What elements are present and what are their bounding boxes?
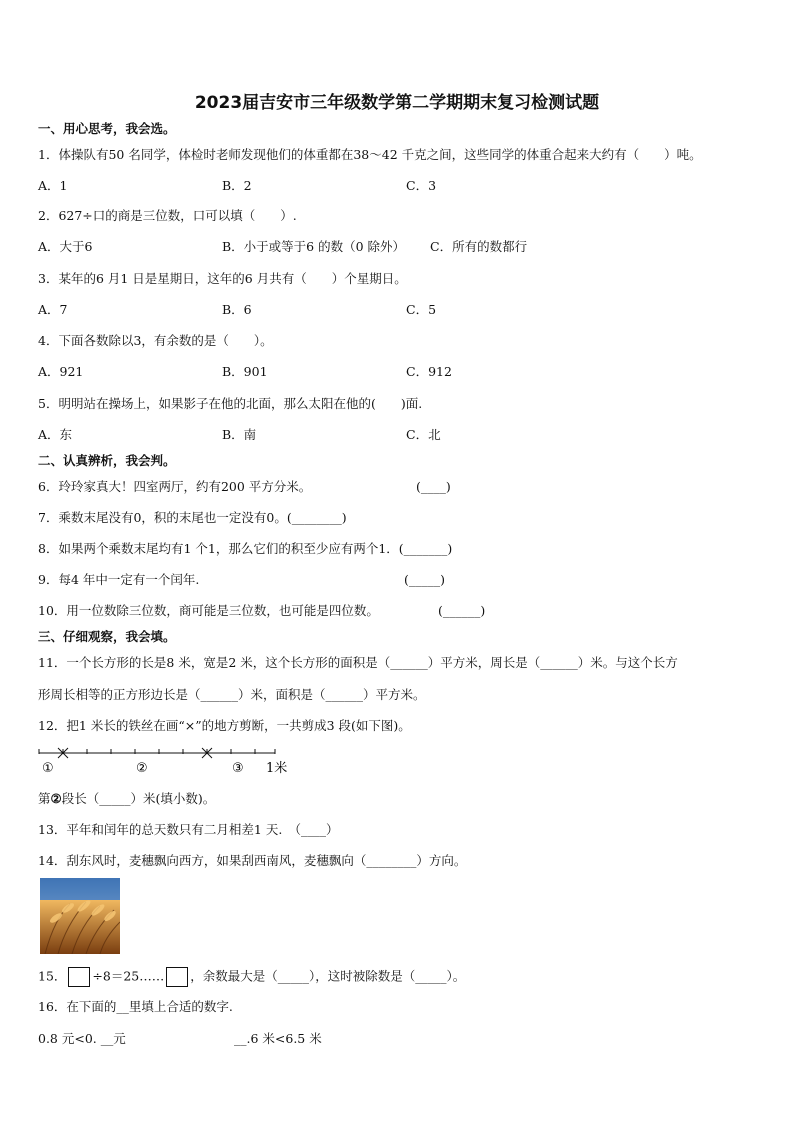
q4-option-a[interactable]: A．921	[38, 364, 84, 379]
question-12-answer	[38, 791, 215, 807]
ruler-end-label: 1米	[266, 761, 288, 776]
section-3-heading: 三、仔细观察，我会填。	[38, 629, 176, 644]
q15-number: 15．	[38, 968, 67, 984]
q2-option-c[interactable]: C．所有的数都行	[430, 239, 528, 254]
dividend-box[interactable]	[68, 967, 90, 987]
q6-answer-blank[interactable]: (____)	[416, 479, 451, 494]
question-4: 4．下面各数除以3，有余数的是（ ）。	[38, 333, 273, 348]
q12-answer-prefix: 第	[38, 791, 51, 806]
question-10: 10．用一位数除三位数，商可能是三位数，也可能是四位数。	[38, 603, 379, 618]
segment-label-2: ②	[136, 761, 148, 776]
question-7: 7．乘数末尾没有0，积的末尾也一定没有0。(________)	[38, 510, 347, 525]
wheat-photo-image	[40, 878, 120, 954]
question-8: 8．如果两个乘数末尾均有1 个1，那么它们的积至少应有两个1．(_______)	[38, 541, 453, 556]
question-2: 2．627÷口的商是三位数，口可以填（ ）.	[38, 208, 297, 223]
page-title: 2023届吉安市三年级数学第二学期期末复习检测试题	[194, 93, 600, 113]
wire-ruler-diagram	[38, 746, 298, 778]
q12-segment-mark: ②	[50, 791, 62, 806]
question-5: 5．明明站在操场上，如果影子在他的北面，那么太阳在他的( )面.	[38, 396, 423, 411]
q5-option-a[interactable]: A．东	[38, 427, 73, 442]
q5-option-c[interactable]: C．北	[406, 427, 441, 442]
q4-option-b[interactable]: B．901	[222, 364, 268, 379]
segment-label-1: ①	[42, 761, 54, 776]
q16-left-inequality: 0.8 元<0. __元	[38, 1031, 126, 1046]
remainder-box[interactable]	[166, 967, 188, 987]
section-1-heading: 一、用心思考，我会选。	[38, 121, 176, 136]
question-13: 13．平年和闰年的总天数只有二月相差1 天. （____）	[38, 822, 339, 837]
q3-option-c[interactable]: C．5	[406, 302, 437, 317]
question-9: 9．每4 年中一定有一个闰年.	[38, 572, 200, 587]
q1-option-c[interactable]: C．3	[406, 178, 437, 193]
question-11-line-1: 11．一个长方形的长是8 米，宽是2 米，这个长方形的面积是（______）平方米，周长是（______）米。与这个长方	[38, 655, 678, 670]
q1-option-a[interactable]: A．1	[38, 178, 68, 193]
question-3: 3．某年的6 月1 日是星期日，这年的6 月共有（ ）个星期日。	[38, 271, 407, 286]
q3-option-b[interactable]: B．6	[222, 302, 252, 317]
q2-option-b[interactable]: B．小于或等于6 的数（0 除外）	[222, 239, 406, 254]
question-15	[38, 967, 465, 987]
question-1: 1．体操队有50 名同学，体检时老师发现他们的体重都在38～42 千克之间，这些同学的体重合起来大约有（ ）吨。	[38, 147, 702, 162]
question-16: 16．在下面的__里填上合适的数字.	[38, 999, 233, 1014]
question-6: 6．玲玲家真大！四室两厅，约有200 平方分米。	[38, 479, 312, 494]
q3-option-a[interactable]: A．7	[38, 302, 68, 317]
segment-label-3: ③	[232, 761, 244, 776]
q1-option-b[interactable]: B．2	[222, 178, 252, 193]
q5-option-b[interactable]: B．南	[222, 427, 257, 442]
question-14: 14．刮东风时，麦穗飘向西方，如果刮西南风，麦穗飘向（________）方向。	[38, 853, 467, 868]
q12-answer-rest: 段长（_____）米(填小数)。	[61, 791, 216, 806]
q16-right-inequality: __.6 米<6.5 米	[234, 1031, 322, 1046]
q2-option-a[interactable]: A．大于6	[38, 239, 93, 254]
question-12: 12．把1 米长的铁丝在画“×”的地方剪断，一共剪成3 段(如下图)。	[38, 718, 411, 733]
q10-answer-blank[interactable]: (______)	[438, 603, 486, 618]
q4-option-c[interactable]: C．912	[406, 364, 452, 379]
q9-answer-blank[interactable]: (_____)	[404, 572, 446, 587]
question-11-line-2: 形周长相等的正方形边长是（______）米，面积是（______）平方米。	[38, 687, 426, 702]
q15-division: ÷8＝25……	[92, 968, 165, 984]
q15-rest: ，余数最大是（_____），这时被除数是（_____）。	[190, 968, 466, 984]
section-2-heading: 二、认真辨析，我会判。	[38, 453, 176, 468]
